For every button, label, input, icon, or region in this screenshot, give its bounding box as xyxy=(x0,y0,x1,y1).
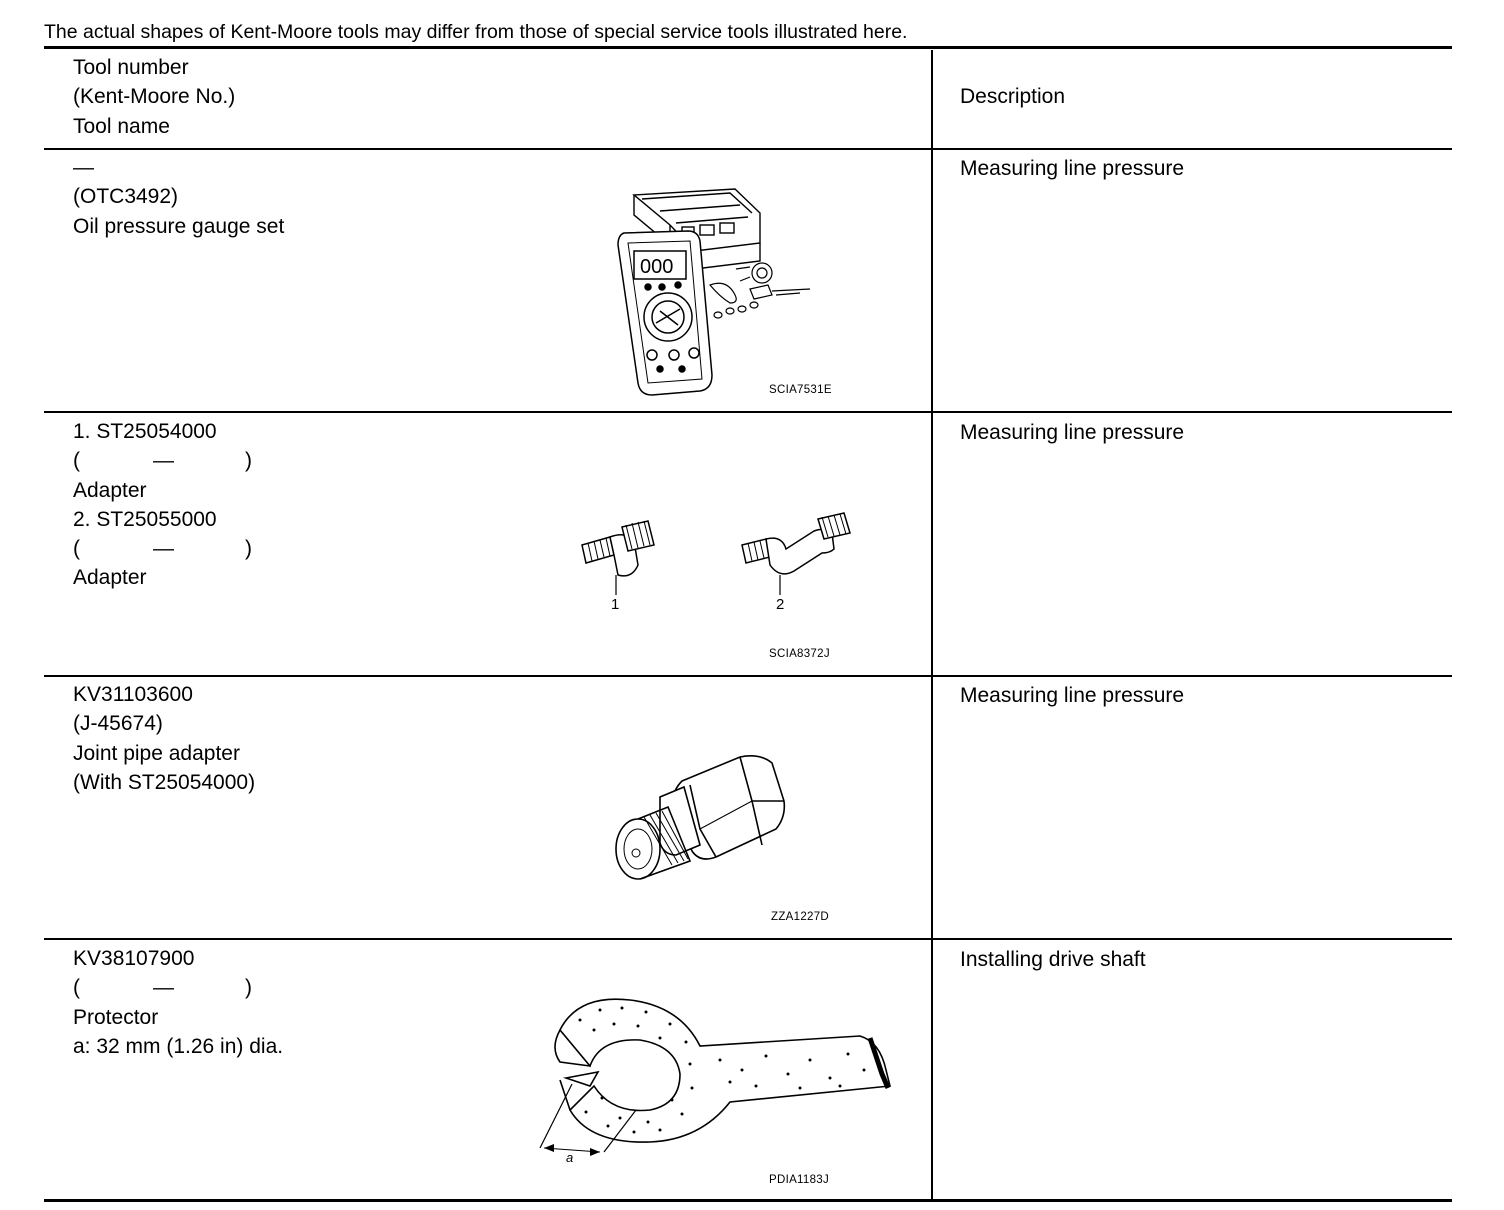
tool-number: KV31103600 xyxy=(73,683,193,706)
tool-number: 1. ST25054000 xyxy=(73,420,217,443)
tool-note: (With ST25054000) xyxy=(73,770,256,794)
paren-open: ( xyxy=(73,537,80,561)
kent-moore-number: (OTC3492) xyxy=(73,185,179,209)
kent-moore-number xyxy=(73,973,273,1002)
tool-name: Oil pressure gauge set xyxy=(73,214,285,238)
tool-info-row-2 xyxy=(73,417,273,593)
header-line: (Kent-Moore No.) xyxy=(73,85,236,109)
no-number-dash: — xyxy=(153,537,174,561)
protector-tool-illustration xyxy=(530,990,900,1165)
tool-number: KV38107900 xyxy=(73,947,195,970)
row-divider xyxy=(44,938,1452,940)
dimension-label: a xyxy=(566,1150,574,1165)
callout-label: 2 xyxy=(776,596,785,613)
paren-close: ) xyxy=(245,976,252,1000)
table-note: The actual shapes of Kent-Moore tools may differ from those of special service tools illustrated here. xyxy=(44,21,908,43)
description: Installing drive shaft xyxy=(960,948,1146,971)
paren-close: ) xyxy=(245,537,252,561)
column-divider xyxy=(931,50,933,1200)
svg-text:000: 000 xyxy=(640,256,674,278)
tool-info-row-3 xyxy=(73,680,255,797)
header-description: Description xyxy=(960,85,1066,108)
joint-pipe-adapter-illustration xyxy=(600,745,800,895)
header-tool-column xyxy=(73,53,235,141)
adapter-fittings-illustration xyxy=(570,505,870,605)
header-line: Tool name xyxy=(73,114,170,138)
tool-number: — xyxy=(73,156,94,179)
row-divider xyxy=(44,411,1452,413)
kent-moore-number xyxy=(73,446,273,475)
no-number-dash: — xyxy=(153,976,174,1000)
figure-code: SCIA8372J xyxy=(769,648,830,660)
oil-pressure-gauge-set-illustration xyxy=(600,185,830,400)
tool-info-row-4 xyxy=(73,944,283,1061)
tool-name: Protector xyxy=(73,1005,159,1029)
header-divider xyxy=(44,148,1452,150)
no-number-dash: — xyxy=(153,449,174,473)
paren-open: ( xyxy=(73,976,80,1000)
figure-code: ZZA1227D xyxy=(771,911,830,923)
kent-moore-number: (J-45674) xyxy=(73,712,163,736)
tool-info-row-1 xyxy=(73,153,284,241)
tool-name: Joint pipe adapter xyxy=(73,741,240,765)
row-divider xyxy=(44,675,1452,677)
figure-code: PDIA1183J xyxy=(769,1174,830,1186)
tool-number: 2. ST25055000 xyxy=(73,507,217,531)
description: Measuring line pressure xyxy=(960,684,1185,707)
header-line: Tool number xyxy=(73,56,189,79)
figure-code: SCIA7531E xyxy=(769,384,832,396)
description: Measuring line pressure xyxy=(960,421,1185,444)
tool-name: Adapter xyxy=(73,478,147,502)
callout-label: 1 xyxy=(611,596,620,613)
tool-name: Adapter xyxy=(73,566,147,590)
paren-open: ( xyxy=(73,449,80,473)
table-top-rule xyxy=(44,46,1452,49)
paren-close: ) xyxy=(245,449,252,473)
table-bottom-rule xyxy=(44,1199,1452,1202)
tool-spec: a: 32 mm (1.26 in) dia. xyxy=(73,1034,284,1058)
description: Measuring line pressure xyxy=(960,157,1185,180)
kent-moore-number xyxy=(73,534,273,563)
